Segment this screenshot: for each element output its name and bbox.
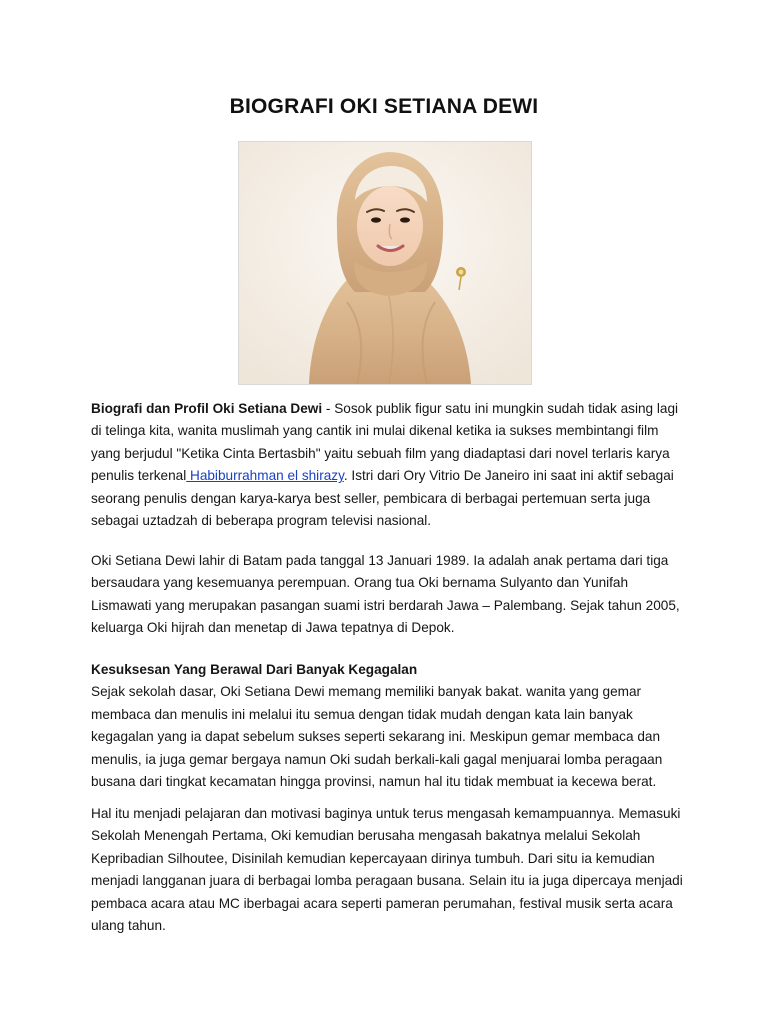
intro-paragraph: [91, 398, 691, 532]
portrait-photo: [238, 141, 532, 385]
birth-paragraph: [91, 550, 691, 640]
success-paragraph-text: Sejak sekolah dasar, Oki Setiana Dewi memang memiliki banyak bakat. wanita yang gemar membaca dan menulis ini melalui itu semua dengan tidak mudah dengan kata lain banyak kegagalan yang ia dapat sebelum sukses seperti sekarang ini. Meskipun gemar membaca dan menulis, ia juga gemar bergaya namun Oki sudah berkali-kali gagal menjuarai lomba peragaan busana dari tingkat kecamatan hingga provinsi, namun hal itu tidak membuat ia kecewa berat.: [91, 684, 663, 790]
page-title: BIOGRAFI OKI SETIANA DEWI: [229, 95, 539, 118]
author-link[interactable]: Habiburrahman el shirazy: [186, 468, 344, 484]
birth-paragraph-text: Oki Setiana Dewi lahir di Batam pada tanggal 13 Januari 1989. Ia adalah anak pertama dari tiga bersaudara yang kesemuanya perempuan. Orang tua Oki bernama Sulyanto dan Yunifah Lismawati yang merupakan pasangan suami istri berdarah Jawa – Palembang. Sejak tahun 2005, keluarga Oki hijrah dan menetap di Jawa tepatnya di Depok.: [91, 553, 680, 636]
motivation-paragraph-text: Hal itu menjadi pelajaran dan motivasi baginya untuk terus mengasah kemampuannya. Memasuki Sekolah Menengah Pertama, Oki kemudian berusaha mengasah bakatnya melalui Sekolah Kepribadian Silhoutee, Disinilah kemudian kepercayaan dirinya tumbuh. Dari situ ia kemudian menjadi langganan juara di berbagai lomba peragaan busana. Selain itu ia juga dipercaya menjadi pembaca acara atau MC iberbagai acara seperti pameran perumahan, festival musik serta acara ulang tahun.: [91, 806, 683, 934]
motivation-paragraph: [91, 803, 691, 937]
intro-bold-lead: Biografi dan Profil Oki Setiana Dewi: [91, 401, 323, 416]
intro-text-before-link: - Sosok publik figur satu ini mungkin sudah tidak asing lagi di telinga kita, wanita muslimah yang cantik ini mulai dikenal ketika ia sukses membintangi film yang berjudul "Ketika Cinta Bertasbih" yaitu sebuah film yang diadaptasi dari novel terlaris karya penulis terkenal: [91, 401, 679, 484]
intro-text-after-link: . Istri dari Ory Vitrio De Janeiro ini saat ini aktif sebagai seorang penulis dengan karya-karya best seller, pembicara di berbagai pertemuan serta juga sebagai uztadzah di beberapa program televisi nasional.: [91, 468, 674, 529]
success-section: [91, 659, 691, 793]
section-heading: Kesuksesan Yang Berawal Dari Banyak Kegagalan: [91, 662, 418, 677]
